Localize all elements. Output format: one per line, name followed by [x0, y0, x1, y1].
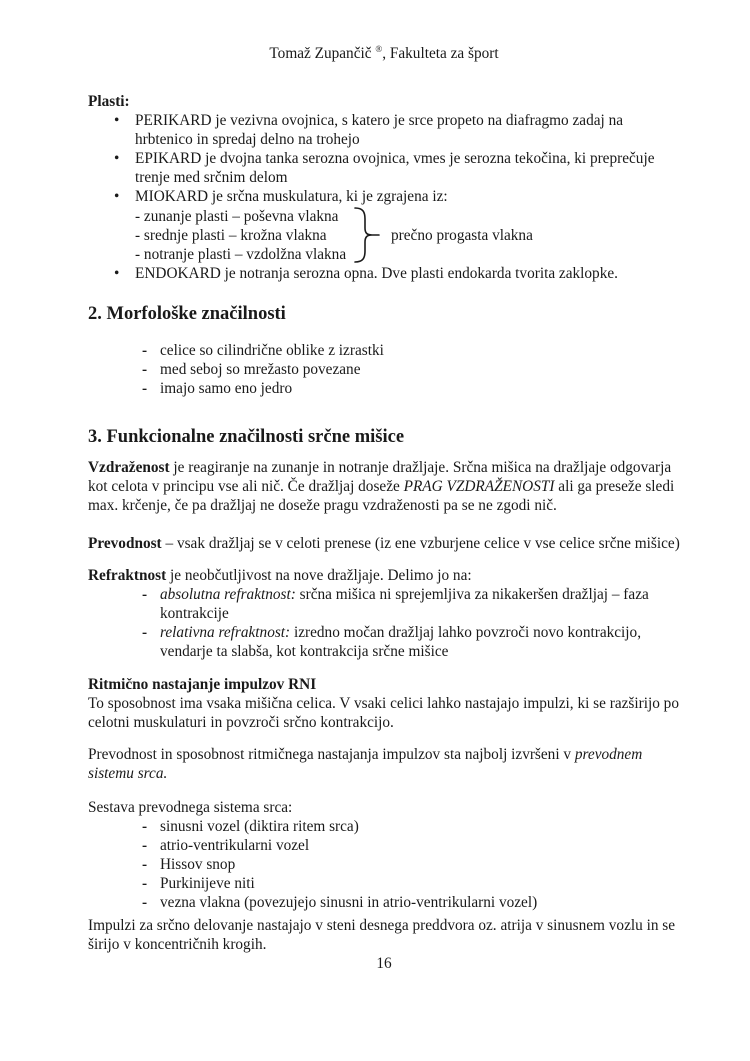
term-prevodnost: Prevodnost	[88, 535, 162, 552]
emphasis-text: absolutna refraktnost:	[160, 586, 296, 603]
list-item-text: PERIKARD je vezivna ovojnica, s katero je srce propeto na diafragmo zadaj na hrbtenico in spredaj delno na trohejo	[135, 112, 624, 148]
dash-icon: -	[142, 342, 148, 359]
list-item	[88, 855, 680, 874]
dash-icon: -	[142, 586, 148, 603]
plasti-bullet-list	[88, 111, 680, 283]
morfoloske-dash-list	[88, 341, 680, 398]
page-number: 16	[376, 955, 392, 972]
list-item-perikard	[88, 111, 680, 149]
paragraph-prevodnost	[88, 534, 680, 553]
dash-icon: -	[142, 361, 148, 378]
list-item	[88, 341, 680, 360]
page-header	[88, 44, 680, 63]
paragraph-prevodni-sistem	[88, 745, 680, 783]
rni-block	[88, 675, 680, 732]
dash-icon: -	[142, 837, 148, 854]
list-item-text: ENDOKARD je notranja serozna opna. Dve plasti endokarda tvorita zaklopke.	[135, 265, 618, 282]
section-title-morfoloske: 2. Morfološke značilnosti	[88, 304, 286, 324]
list-item-text: MIOKARD je srčna muskulatura, ki je zgrajena iz:	[135, 188, 448, 205]
list-item	[88, 836, 680, 855]
curly-brace-icon	[353, 206, 381, 264]
rni-title: Ritmično nastajanje impulzov RNI	[88, 676, 317, 693]
brace-label: prečno progasta vlakna	[391, 226, 533, 244]
header-institution: , Fakulteta za šport	[382, 45, 499, 62]
body-text: Prevodnost in sposobnost ritmičnega nastajanja impulzov sta najbolj izvršeni v	[88, 746, 575, 763]
dash-icon: -	[142, 875, 148, 892]
sestava-block	[88, 798, 680, 912]
list-item-text: med seboj so mrežasto povezane	[160, 361, 361, 378]
emphasis-text: relativna refraktnost:	[160, 624, 291, 641]
plasti-label: Plasti:	[88, 93, 130, 110]
list-item	[88, 893, 680, 912]
paragraph-vzdrazenost	[88, 458, 680, 515]
bullet-icon: •	[114, 112, 120, 129]
list-item-layer: - srednje plasti – krožna vlakna	[135, 226, 327, 244]
list-item	[88, 874, 680, 893]
dash-icon: -	[142, 894, 148, 911]
term-refraktnost: Refraktnost	[88, 567, 167, 584]
dash-icon: -	[142, 624, 148, 641]
body-text: je reagiranje na zunanje in notranje dražljaje. Srčna mišica na dražljaje odgovarja kot celota v principu vse ali nič. Če dražljaj doseže	[88, 459, 672, 495]
body-text: ali ga preseže sledi max. krčenje, če pa dražljaj ne doseže pragu vzdraženosti pa se ne zgodi nič.	[88, 478, 675, 514]
bullet-icon: •	[114, 188, 120, 205]
list-item-endokard	[88, 264, 680, 283]
list-item-text: Purkinijeve niti	[160, 875, 255, 892]
refraktnost-intro	[88, 566, 680, 585]
list-item-text: celice so cilindrične oblike z izrastki	[160, 342, 384, 359]
emphasis-text: prevodnem sistemu srca.	[88, 746, 643, 782]
list-item-text: srčna mišica ni sprejemljiva za nikakeršen dražljaj – faza kontrakcije	[160, 586, 649, 622]
body-text: – vsak dražljaj se v celoti prenese (iz ene vzburjene celice v vse celice srčne mišice)	[161, 535, 680, 552]
section-title-funkcionalne: 3. Funkcionalne značilnosti srčne mišice	[88, 427, 405, 447]
list-item-relativna	[88, 623, 680, 661]
list-item-miokard	[88, 187, 680, 264]
sestava-label: Sestava prevodnega sistema srca:	[88, 799, 293, 816]
list-item-text: Hissov snop	[160, 856, 236, 873]
registered-mark-icon: ®	[375, 43, 383, 54]
dash-icon: -	[142, 856, 148, 873]
list-item	[88, 379, 680, 398]
list-item-layer: - zunanje plasti – poševna vlakna	[135, 207, 339, 225]
paragraph-refraktnost	[88, 566, 680, 661]
term-vzdrazenost: Vzdraženost	[88, 459, 170, 476]
page-number-footer	[88, 954, 680, 973]
list-item-text: izredno močan dražljaj lahko povzroči novo kontrakcijo, vendarje ta slabša, kot kontrakcija srčne mišice	[160, 624, 642, 660]
list-item-layer: - notranje plasti – vzdolžna vlakna	[135, 245, 347, 263]
list-item-text: sinusni vozel (diktira ritem srca)	[160, 818, 359, 835]
bullet-icon: •	[114, 150, 120, 167]
list-item-text: imajo samo eno jedro	[160, 380, 293, 397]
header-author: Tomaž Zupančič	[269, 45, 376, 62]
list-item	[88, 360, 680, 379]
miokard-layers-list	[135, 207, 353, 264]
paragraph-impulzi: Impulzi za srčno delovanje nastajajo v steni desnega preddvora oz. atrija v sinusnem vozlu in se širijo v koncentričnih krogih.	[88, 917, 676, 953]
body-text: je neobčutljivost na nove dražljaje. Delimo jo na:	[166, 567, 472, 584]
bullet-icon: •	[114, 265, 120, 282]
rni-body: To sposobnost ima vsaka mišična celica. V vsaki celici lahko nastajajo impulzi, ki se razširijo po celotni muskulaturi in povzroči srčno kontrakcijo.	[88, 695, 679, 731]
list-item-epikard	[88, 149, 680, 187]
list-item-text: EPIKARD je dvojna tanka serozna ovojnica, vmes je serozna tekočina, ki preprečuje trenje med srčnim delom	[135, 150, 655, 186]
plasti-section	[88, 92, 680, 283]
emphasis-text: PRAG VZDRAŽENOSTI	[403, 478, 555, 495]
list-item-text: atrio-ventrikularni vozel	[160, 837, 310, 854]
list-item-text: vezna vlakna (povezujejo sinusni in atrio-ventrikularni vozel)	[160, 894, 538, 911]
list-item-absolutna	[88, 585, 680, 623]
dash-icon: -	[142, 380, 148, 397]
dash-icon: -	[142, 818, 148, 835]
list-item	[88, 817, 680, 836]
miokard-layers-block	[135, 206, 680, 264]
